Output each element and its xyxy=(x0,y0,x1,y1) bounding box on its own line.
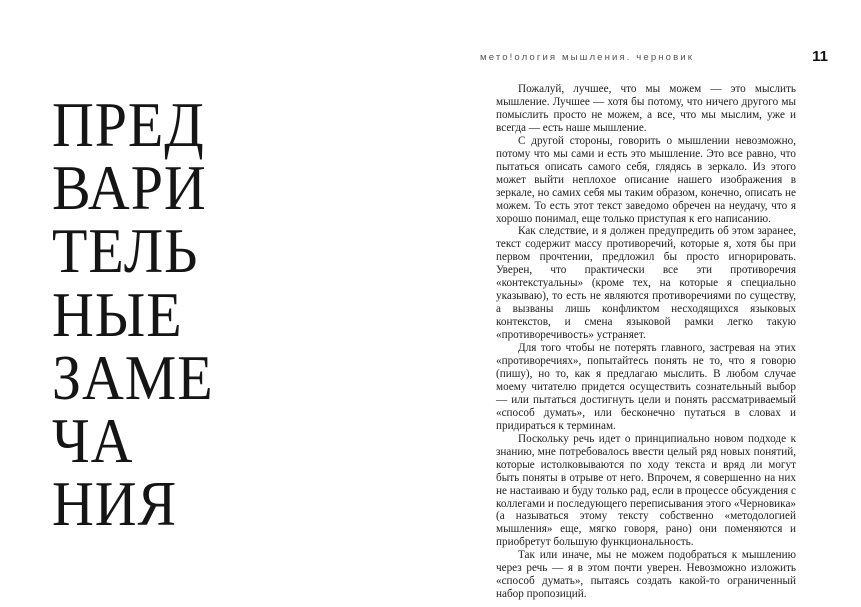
title-line: ВАРИ xyxy=(52,153,207,224)
running-head: мето!ология мышления. черновик xyxy=(480,52,695,63)
paragraph: Пожалуй, лучшее, что мы можем — это мыслить мышление. Лучшее — хотя бы потому, что ничего другого мы помыслить просто не можем, а все, что мы мыслим, уже и всегда — есть наше мышление. xyxy=(496,83,796,134)
paragraph: С другой стороны, говорить о мышлении невозможно, потому что мы сами и есть это мышление. Это все равно, что пытаться описать самого себя, глядясь в зеркало. Из этого может выйти неплохое описание нашего изображения в зеркале, но самих себя мы таким образом, конечно, описать не можем. То есть этот текст заведомо обречен на неудачу, что я хорошо понимал, еще только приступая к его написанию. xyxy=(496,134,796,225)
title-line: НИЯ xyxy=(52,469,178,540)
paragraph: Как следствие, и я должен предупредить об этом заранее, текст содержит массу противоречий, которые я, хотя бы при первом прочтении, предложил бы просто игнорировать. Уверен, что практически все эти противоречия «контекстуальны» (кроме тех, на которые я специально указываю), то есть не являются противоречиями по существу, а вызваны лишь конфликтом несходящихся языковых контекстов, и смена языковой рамки легко такую «противоречивость» устраняет. xyxy=(496,225,796,342)
paragraph: Так или иначе, мы не можем подобраться к мышлению через речь — я в этом почти уверен. Невозможно изложить «способ думать», пытаясь создать какой-то ограниченный набор пропозиций. xyxy=(496,549,796,601)
paragraph: Для того чтобы не потерять главного, застревая на этих «противоречиях», попытайтесь понять не то, что я говорю (пишу), но то, как я предлагаю мыслить. В любом случае моему читателю придется осуществить сознательный выбор — или пытаться достигнуть цели и понять рассматриваемый «способ думать», или бесконечно путаться в словах и придираться к терминам. xyxy=(496,342,796,432)
title-line: ПРЕД xyxy=(52,90,205,160)
page-number: 11 xyxy=(812,48,828,65)
chapter-title xyxy=(52,90,228,540)
title-line: ЗАМЕ xyxy=(52,342,214,413)
paragraph: Поскольку речь идет о принципиально новом подходе к знанию, мне потребовалось ввести целый ряд новых понятий, которые истолковываются по ходу текста и вряд ли могут быть поняты в отрыве от него. Впрочем, я совершенно на них не настаиваю и буду только рад, если в процессе обсуждения с коллегами и последующего переписывания этого «Черновика» (а называться этому тексту собственно «методологией мышления» еще, мягко говоря, рано) они поменяются и приобретут большую функциональность. xyxy=(496,432,796,549)
title-line: НЫЕ xyxy=(52,279,183,350)
title-line: ЧА xyxy=(52,406,134,477)
body-text xyxy=(496,83,796,601)
title-line: ТЕЛЬ xyxy=(52,216,199,287)
left-page xyxy=(0,0,430,607)
